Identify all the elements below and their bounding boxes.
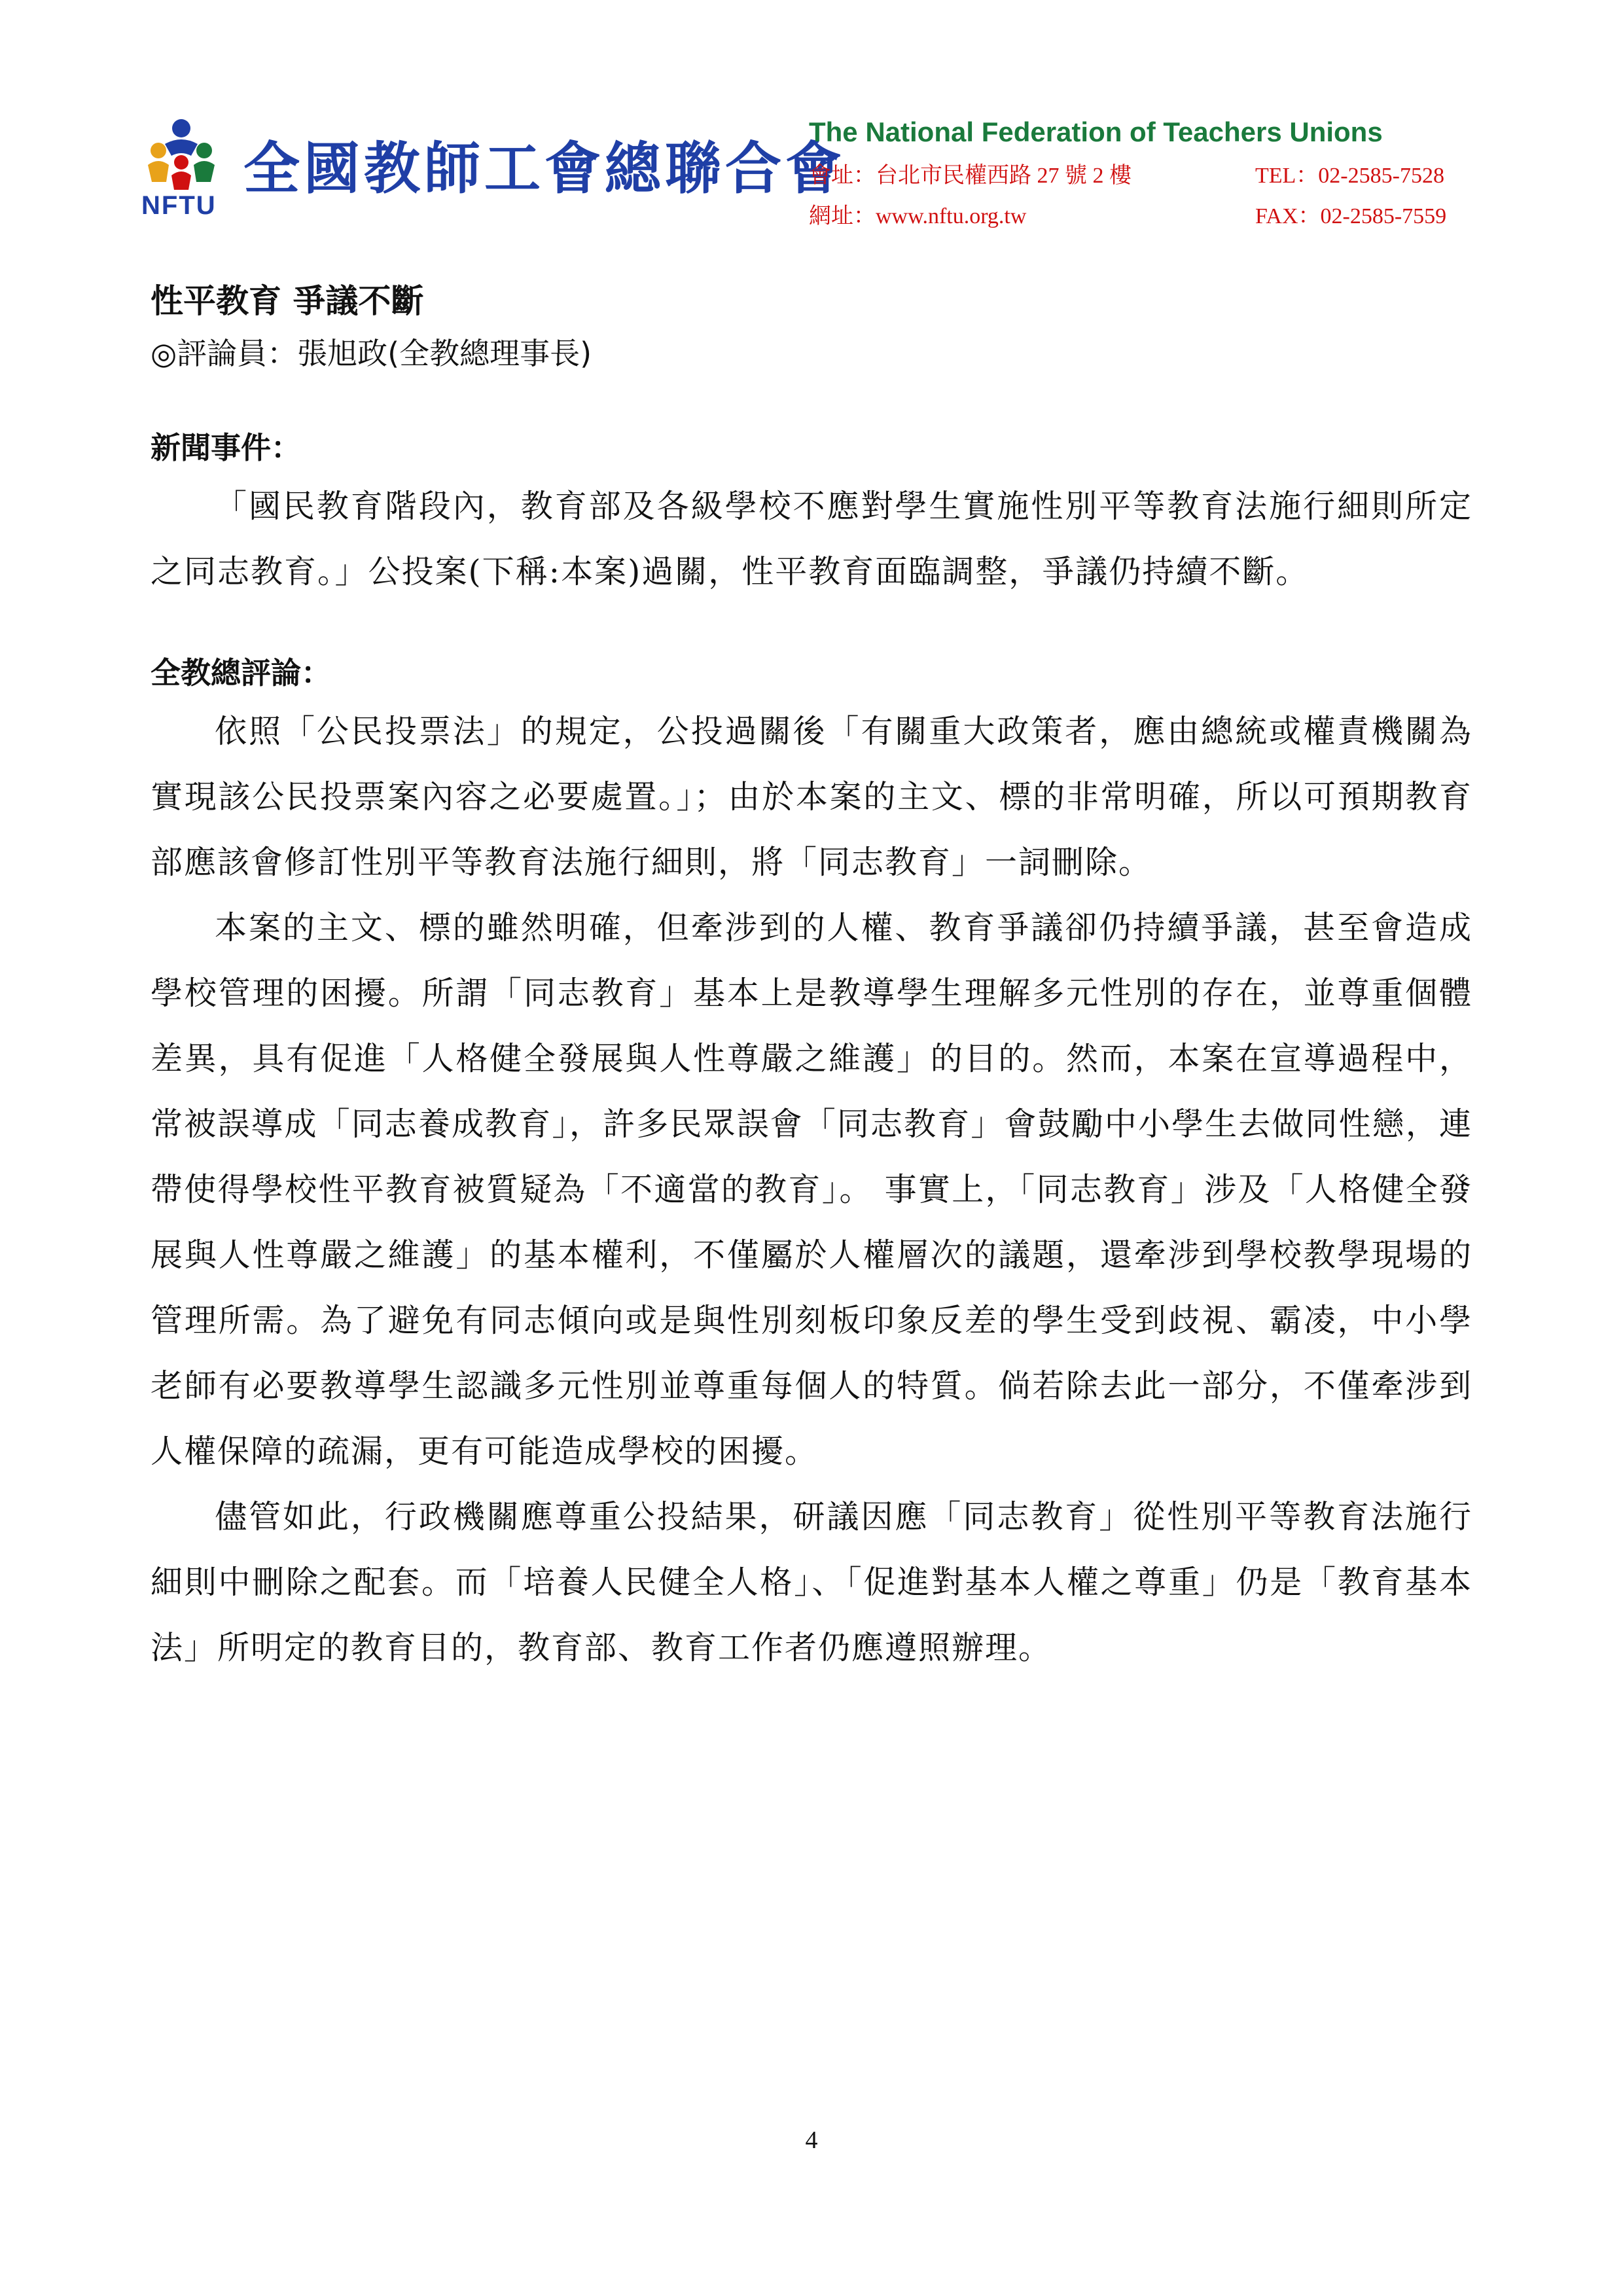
website-link[interactable]: 網址：www.nftu.org.tw: [809, 204, 1027, 228]
address-row: [809, 152, 1489, 188]
org-name-english: The National Federation of Teachers Unions: [809, 117, 1383, 147]
people-circle-logo-icon: [139, 110, 224, 195]
reviewer-line: ◎評論員：張旭政(全教總理事長): [151, 336, 592, 371]
tel-text: TEL：02-2585-7528: [1255, 164, 1444, 188]
news-heading: 新聞事件：: [151, 430, 301, 465]
website-row: [809, 192, 1489, 229]
news-paragraph: 「國民教育階段內，教育部及各級學校不應對學生實施性別平等教育法施行細則所定之同志教育。」公投案(下稱:本案)過關，性平教育面臨調整，爭議仍持續不斷。: [151, 488, 1472, 590]
comment-heading: 全教總評論：: [151, 655, 331, 691]
comment-paragraph-3: 儘管如此，行政機關應尊重公投結果，研議因應「同志教育」從性別平等教育法施行細則中刪除之配套。而「培養人民健全人格」、「促進對基本人權之尊重」仍是「教育基本法」所明定的教育目的，教育部、教育工作者仍應遵照辦理。: [151, 1498, 1472, 1666]
organization-info: [809, 117, 1489, 229]
nftu-logo: [139, 110, 846, 221]
logo-abbreviation: NFTU: [141, 191, 217, 220]
fax-text: FAX：02-2585-7559: [1255, 204, 1447, 228]
comment-paragraph-2: 本案的主文、標的雖然明確，但牽涉到的人權、教育爭議卻仍持續爭議，甚至會造成學校管理的困擾。所謂「同志教育」基本上是教導學生理解多元性別的存在，並尊重個體差異，具有促進「人格健全發展與人性尊嚴之維護」的目的。然而，本案在宣導過程中，常被誤導成「同志養成教育」，許多民眾誤會「同志教育」會鼓勵中小學生去做同性戀，連帶使得學校性平教育被質疑為「不適當的教育」。 事實上，「同志教育」涉及「人格健全發展與人性尊嚴之維護」的基本權利，不僅屬於人權層次的議題，還牽涉到學校教學現場的管理所需。為了避免有同志傾向或是與性別刻板印象反差的學生受到歧視、霸凌，中小學老師有必要教導學生認識多元性別並尊重每個人的特質。倘若除去此一部分，不僅牽涉到人權保障的疏漏，更有可能造成學校的困擾。: [151, 909, 1472, 1470]
article-body: [151, 275, 1472, 1681]
comment-paragraph-1: 依照「公民投票法」的規定，公投過關後「有關重大政策者，應由總統或權責機關為實現該公民投票案內容之必要處置。」；由於本案的主文、標的非常明確，所以可預期教育部應該會修訂性別平等教育法施行細則，將「同志教育」一詞刪除。: [151, 713, 1472, 881]
address-text: 會址：台北市民權西路 27 號 2 樓: [809, 164, 1132, 188]
article-title: 性平教育 爭議不斷: [151, 282, 424, 320]
logo-chinese-name: 全國教師工會總聯合會: [243, 136, 846, 202]
page-number: 4: [805, 2126, 818, 2154]
